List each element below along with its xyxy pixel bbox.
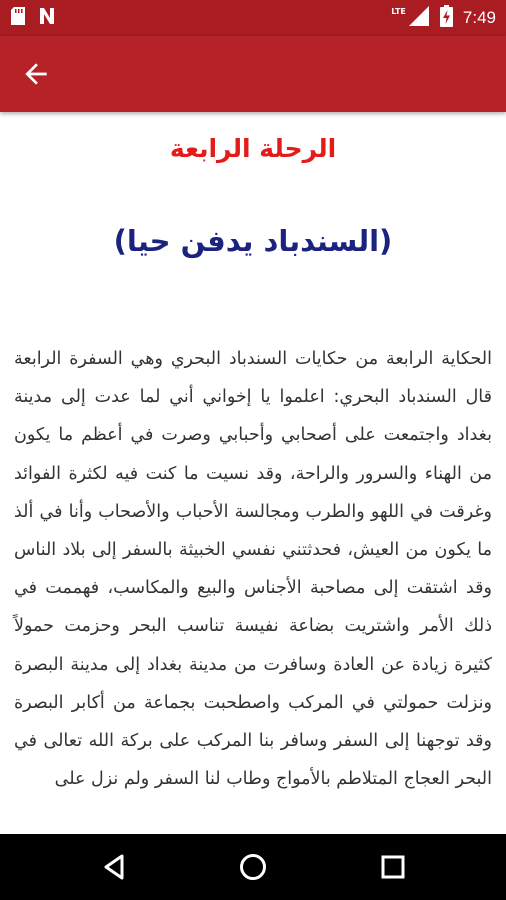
status-right-icons xyxy=(391,5,496,31)
network-type: LTE xyxy=(391,6,406,16)
back-triangle-icon xyxy=(100,852,130,882)
status-bar xyxy=(0,0,506,36)
story-body: الحكاية الرابعة من حكايات السندباد البحري وهي السفرة الرابعة قال السندباد البحري: اعلموا يا إخواني أني لما عدت إلى مدينة بغداد واجتمعت على أصحابي وأحبابي وصرت في أعظم ما يكون من الهناء والسرور والراحة، وقد نسيت ما كنت فيه لكثرة الفوائد وغرقت في اللهو والطرب ومجالسة الأحباب والأصحاب وأنا في ألذ ما يكون من العيش، فحدثتني نفسي الخبيثة بالسفر إلى بلاد الناس وقد اشتقت إلى مصاحبة الأجناس والبيع والمكاسب، فهممت في ذلك الأمر واشتريت بضاعة نفيسة تناسب البحر وحزمت حمولاً كثيرة زيادة عن العادة وسافرت من مدينة بغداد إلى مدينة البصرة ونزلت حمولتي في المركب واصطحبت بجماعة من أكابر البصرة وقد توجهنا إلى السفر وسافر بنا المركب على بركة الله تعالى في البحر العجاج المتلاطم بالأمواج وطاب لنا السفر ولم نزل على xyxy=(14,349,492,790)
signal-icon xyxy=(408,5,430,31)
nav-home-button[interactable] xyxy=(238,852,268,882)
status-left-icons xyxy=(10,6,56,30)
nav-back-button[interactable] xyxy=(100,852,130,882)
nav-recents-button[interactable] xyxy=(378,852,408,882)
home-circle-icon xyxy=(238,852,268,882)
battery-charging-icon xyxy=(440,5,453,31)
navigation-bar xyxy=(0,834,506,900)
app-bar xyxy=(0,36,506,112)
back-button[interactable] xyxy=(20,58,52,90)
story-title: (السندباد يدفن حيا) xyxy=(113,224,393,258)
notification-n-icon xyxy=(38,6,56,30)
article-content[interactable] xyxy=(0,112,506,834)
sd-card-icon xyxy=(10,6,26,30)
recents-square-icon xyxy=(378,852,408,882)
chapter-title: الرحلة الرابعة xyxy=(169,134,337,163)
arrow-back-icon xyxy=(20,58,52,90)
clock: 7:49 xyxy=(462,8,496,27)
